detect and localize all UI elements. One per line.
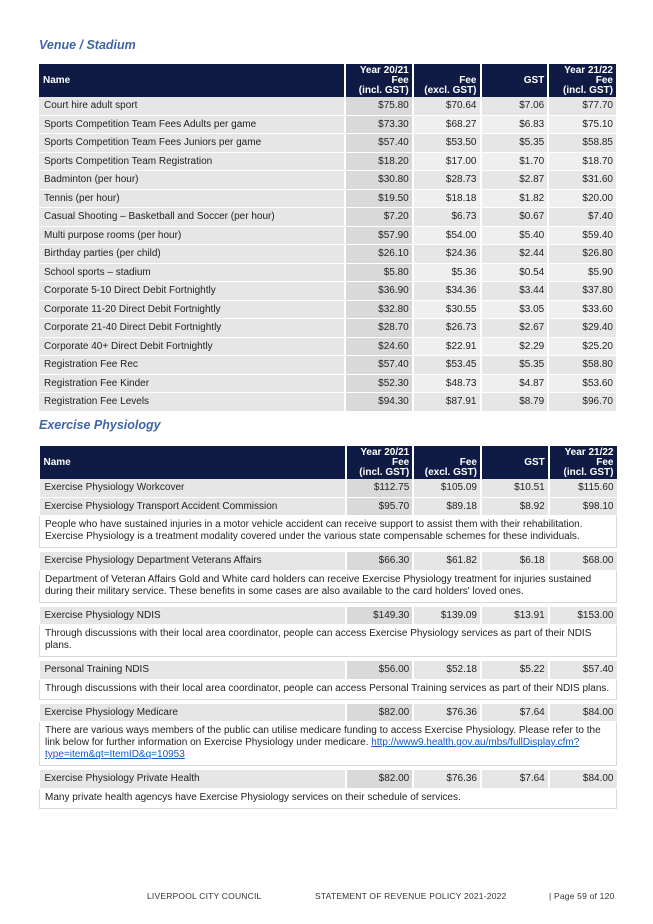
fee-excl-gst: $76.36 (413, 704, 481, 722)
fee-year-2021: $52.30 (345, 374, 413, 393)
section-title-venue: Venue / Stadium (39, 38, 136, 52)
fee-gst: $7.06 (481, 97, 549, 115)
fee-excl-gst: $5.36 (413, 263, 481, 282)
fee-name: Exercise Physiology Private Health (40, 770, 346, 788)
fee-description (40, 788, 617, 808)
fee-year-2021: $28.70 (345, 319, 413, 338)
fee-excl-gst: $87.91 (413, 393, 481, 412)
fee-description-row (40, 516, 617, 548)
table-row (39, 337, 616, 356)
fee-description-text: People who have sustained injuries in a motor vehicle accident can receive support to assist them with their rehabilitation. Exercise Physiology is a treatment modality covered under the various state compensable schemes for these individuals. (45, 519, 583, 542)
fee-excl-gst: $68.27 (413, 115, 481, 134)
fee-description (40, 516, 617, 548)
fee-description (40, 625, 617, 657)
fee-gst: $8.92 (481, 497, 549, 516)
fee-excl-gst: $53.50 (413, 134, 481, 153)
fee-gst: $5.35 (481, 356, 549, 375)
fee-year-2021: $32.80 (345, 300, 413, 319)
table-row (39, 208, 616, 227)
fee-gst: $6.83 (481, 115, 549, 134)
table-row (39, 189, 616, 208)
fee-excl-gst: $70.64 (413, 97, 481, 115)
fee-year-2122: $20.00 (548, 189, 616, 208)
table-header-row (40, 446, 617, 479)
fee-year-2021: $95.70 (346, 497, 414, 516)
fee-gst: $2.87 (481, 171, 549, 190)
fee-gst: $0.54 (481, 263, 549, 282)
fee-name: Casual Shooting – Basketball and Soccer (per hour) (39, 208, 345, 227)
table-row (40, 704, 617, 722)
fee-gst: $2.44 (481, 245, 549, 264)
header-fee-excl-gst: Fee (excl. GST) (413, 446, 481, 479)
fee-excl-gst: $17.00 (413, 152, 481, 171)
table-row (39, 152, 616, 171)
fee-gst: $10.51 (481, 479, 549, 497)
table-row (40, 552, 617, 570)
fee-year-2122: $31.60 (548, 171, 616, 190)
table-header-row (39, 64, 616, 97)
table-row (39, 356, 616, 375)
fee-name: Exercise Physiology Medicare (40, 704, 346, 722)
fee-gst: $7.64 (481, 770, 549, 788)
fee-name: Exercise Physiology Workcover (40, 479, 346, 497)
fee-name: Badminton (per hour) (39, 171, 345, 190)
fee-gst: $3.44 (481, 282, 549, 301)
header-year-2021-fee: Year 20/21 Fee (incl. GST) (345, 64, 413, 97)
fee-year-2122: $98.10 (549, 497, 617, 516)
fee-description-row (40, 722, 617, 766)
table-row (40, 661, 617, 679)
fee-year-2122: $26.80 (548, 245, 616, 264)
header-year-2122-fee: Year 21/22 Fee (incl. GST) (549, 446, 617, 479)
fee-year-2122: $29.40 (548, 319, 616, 338)
medicare-info-link[interactable]: http://www9.health.gov.au/mbs/fullDisplay.cfm?type=item&qt=ItemID&q=10953 (45, 737, 580, 760)
fee-excl-gst: $22.91 (413, 337, 481, 356)
fee-excl-gst: $139.09 (413, 607, 481, 625)
fee-gst: $2.67 (481, 319, 549, 338)
fee-description-row (40, 625, 617, 657)
fee-description (40, 679, 617, 699)
fee-year-2122: $33.60 (548, 300, 616, 319)
fee-year-2122: $96.70 (548, 393, 616, 412)
physio-fee-table (39, 446, 617, 809)
fee-name: Registration Fee Rec (39, 356, 345, 375)
footer-org: LIVERPOOL CITY COUNCIL (147, 891, 262, 901)
table-row (40, 497, 617, 516)
fee-description-row (40, 570, 617, 602)
fee-year-2021: $36.90 (345, 282, 413, 301)
fee-gst: $13.91 (481, 607, 549, 625)
fee-excl-gst: $30.55 (413, 300, 481, 319)
fee-gst: $5.22 (481, 661, 549, 679)
fee-gst: $2.29 (481, 337, 549, 356)
fee-name: Sports Competition Team Fees Adults per game (39, 115, 345, 134)
section-title-physio: Exercise Physiology (39, 418, 161, 432)
fee-name: Court hire adult sport (39, 97, 345, 115)
fee-description-text: There are various ways members of the public can utilise medicare funding to access Exercise Physiology. Please refer to the link below for further information on Exercise Physiology under medicare. (45, 725, 601, 748)
header-year-2122-fee: Year 21/22 Fee (incl. GST) (548, 64, 616, 97)
fee-gst: $8.79 (481, 393, 549, 412)
fee-gst: $3.05 (481, 300, 549, 319)
fee-description-row (40, 788, 617, 808)
fee-year-2021: $94.30 (345, 393, 413, 412)
fee-year-2122: $25.20 (548, 337, 616, 356)
fee-description-text: Through discussions with their local area coordinator, people can access Personal Training services as part of their NDIS plans. (45, 682, 610, 694)
table-row (39, 393, 616, 412)
fee-name: Corporate 5-10 Direct Debit Fortnightly (39, 282, 345, 301)
fee-gst: $1.82 (481, 189, 549, 208)
fee-year-2021: $75.80 (345, 97, 413, 115)
header-fee-excl-gst: Fee (excl. GST) (413, 64, 481, 97)
fee-description-row (40, 679, 617, 699)
fee-name: Corporate 11-20 Direct Debit Fortnightly (39, 300, 345, 319)
fee-name: Corporate 40+ Direct Debit Fortnightly (39, 337, 345, 356)
fee-name: Exercise Physiology Transport Accident Commission (40, 497, 346, 516)
fee-description-text: Department of Veteran Affairs Gold and White card holders can receive Exercise Physiology treatment for injuries sustained during their military service. These benefits in some cases are also available to the card holders' loved ones. (45, 573, 592, 597)
fee-year-2021: $57.40 (345, 134, 413, 153)
venue-fee-table (39, 64, 616, 412)
fee-gst: $0.67 (481, 208, 549, 227)
fee-year-2021: $19.50 (345, 189, 413, 208)
fee-year-2021: $82.00 (346, 704, 414, 722)
fee-year-2021: $149.30 (346, 607, 414, 625)
fee-year-2122: $53.60 (548, 374, 616, 393)
fee-year-2122: $115.60 (549, 479, 617, 497)
fee-name: Registration Fee Kinder (39, 374, 345, 393)
fee-year-2122: $153.00 (549, 607, 617, 625)
header-name: Name (39, 64, 345, 97)
fee-year-2122: $68.00 (549, 552, 617, 570)
fee-year-2122: $7.40 (548, 208, 616, 227)
fee-excl-gst: $18.18 (413, 189, 481, 208)
table-row (40, 770, 617, 788)
fee-name: Exercise Physiology NDIS (40, 607, 346, 625)
table-row (39, 374, 616, 393)
table-row (39, 245, 616, 264)
footer-page-number: | Page 59 of 120 (549, 891, 615, 901)
fee-year-2021: $73.30 (345, 115, 413, 134)
fee-year-2021: $5.80 (345, 263, 413, 282)
fee-year-2021: $57.90 (345, 226, 413, 245)
fee-excl-gst: $76.36 (413, 770, 481, 788)
fee-name: Sports Competition Team Registration (39, 152, 345, 171)
fee-year-2122: $84.00 (549, 770, 617, 788)
table-row (39, 171, 616, 190)
fee-year-2021: $30.80 (345, 171, 413, 190)
fee-description-text: Through discussions with their local area coordinator, people can access Exercise Physiology services as part of their NDIS plans. (45, 628, 592, 651)
fee-year-2122: $59.40 (548, 226, 616, 245)
fee-gst: $7.64 (481, 704, 549, 722)
fee-excl-gst: $89.18 (413, 497, 481, 516)
fee-excl-gst: $61.82 (413, 552, 481, 570)
fee-excl-gst: $105.09 (413, 479, 481, 497)
header-name: Name (40, 446, 346, 479)
fee-name: Personal Training NDIS (40, 661, 346, 679)
fee-year-2122: $57.40 (549, 661, 617, 679)
fee-excl-gst: $54.00 (413, 226, 481, 245)
table-row (39, 282, 616, 301)
header-gst: GST (481, 446, 549, 479)
fee-description (40, 722, 617, 766)
table-row (39, 134, 616, 153)
fee-excl-gst: $28.73 (413, 171, 481, 190)
fee-gst: $1.70 (481, 152, 549, 171)
fee-year-2021: $56.00 (346, 661, 414, 679)
fee-year-2021: $82.00 (346, 770, 414, 788)
fee-gst: $5.40 (481, 226, 549, 245)
fee-name: School sports – stadium (39, 263, 345, 282)
fee-year-2021: $66.30 (346, 552, 414, 570)
fee-year-2122: $77.70 (548, 97, 616, 115)
fee-name: Sports Competition Team Fees Juniors per game (39, 134, 345, 153)
fee-name: Exercise Physiology Department Veterans Affairs (40, 552, 346, 570)
fee-year-2122: $18.70 (548, 152, 616, 171)
table-row (39, 319, 616, 338)
fee-year-2122: $84.00 (549, 704, 617, 722)
fee-name: Multi purpose rooms (per hour) (39, 226, 345, 245)
fee-year-2021: $18.20 (345, 152, 413, 171)
fee-excl-gst: $52.18 (413, 661, 481, 679)
fee-year-2021: $112.75 (346, 479, 414, 497)
header-year-2021-fee: Year 20/21 Fee (incl. GST) (346, 446, 414, 479)
header-gst: GST (481, 64, 549, 97)
fee-description (40, 570, 617, 602)
table-row (39, 226, 616, 245)
fee-year-2021: $57.40 (345, 356, 413, 375)
fee-year-2122: $37.80 (548, 282, 616, 301)
fee-year-2122: $75.10 (548, 115, 616, 134)
fee-excl-gst: $48.73 (413, 374, 481, 393)
fee-gst: $4.87 (481, 374, 549, 393)
fee-excl-gst: $24.36 (413, 245, 481, 264)
fee-excl-gst: $26.73 (413, 319, 481, 338)
fee-gst: $6.18 (481, 552, 549, 570)
fee-name: Registration Fee Levels (39, 393, 345, 412)
table-row (39, 263, 616, 282)
fee-excl-gst: $6.73 (413, 208, 481, 227)
fee-excl-gst: $34.36 (413, 282, 481, 301)
table-row (39, 115, 616, 134)
fee-name: Tennis (per hour) (39, 189, 345, 208)
table-row (40, 479, 617, 497)
fee-excl-gst: $53.45 (413, 356, 481, 375)
table-row (39, 97, 616, 115)
fee-year-2021: $7.20 (345, 208, 413, 227)
fee-gst: $5.35 (481, 134, 549, 153)
fee-year-2122: $5.90 (548, 263, 616, 282)
fee-year-2122: $58.80 (548, 356, 616, 375)
fee-name: Corporate 21-40 Direct Debit Fortnightly (39, 319, 345, 338)
table-row (39, 300, 616, 319)
fee-year-2021: $24.60 (345, 337, 413, 356)
fee-name: Birthday parties (per child) (39, 245, 345, 264)
table-row (40, 607, 617, 625)
footer-doc-title: STATEMENT OF REVENUE POLICY 2021-2022 (315, 891, 507, 901)
fee-year-2021: $26.10 (345, 245, 413, 264)
fee-year-2122: $58.85 (548, 134, 616, 153)
fee-description-text: Many private health agencys have Exercise Physiology services on their schedule of services. (45, 791, 461, 803)
